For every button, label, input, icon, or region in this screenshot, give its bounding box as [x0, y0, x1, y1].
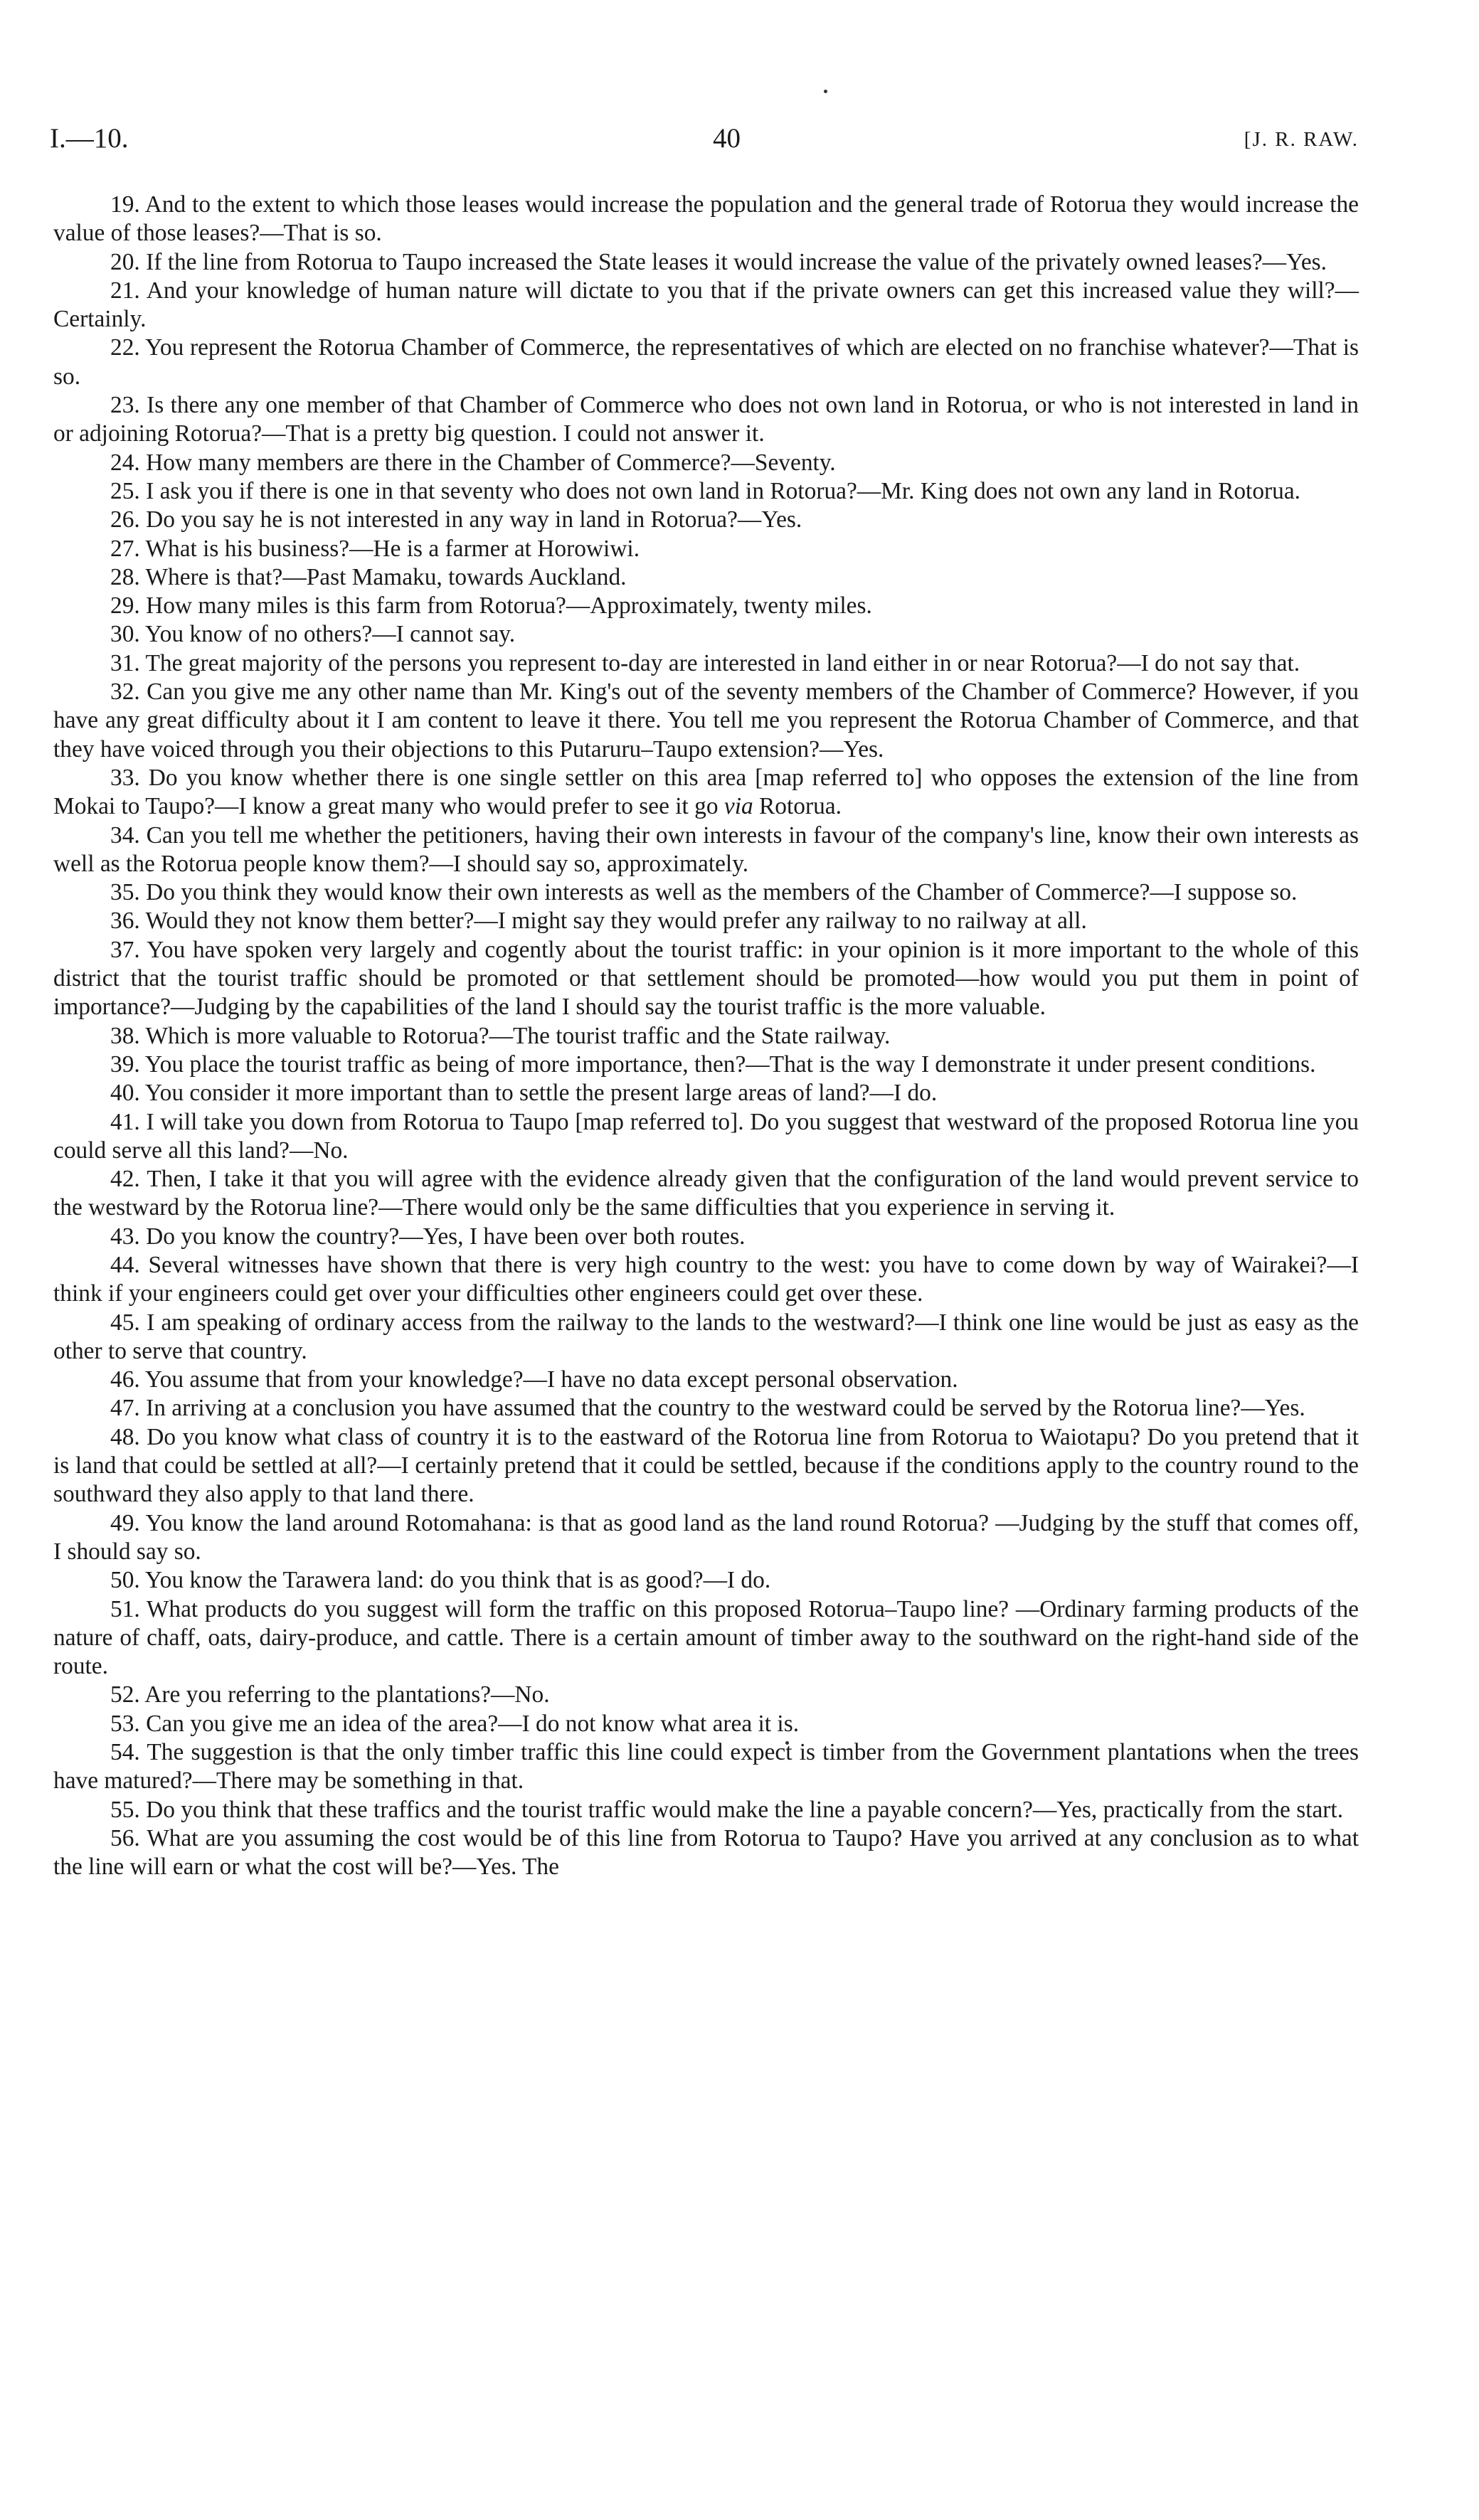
question-paragraph [53, 391, 1359, 449]
question-text: You consider it more important than to settle the present large areas of land?—I do. [144, 1080, 938, 1107]
question-text: You know the Tarawera land: do you think that is as good?—I do. [144, 1567, 771, 1594]
question-number: 19. [110, 191, 140, 218]
question-paragraph [53, 1796, 1359, 1824]
question-text: Where is that?—Past Mamaku, towards Auckland. [145, 563, 627, 590]
question-number: 26. [110, 506, 140, 533]
question-number: 44. [110, 1251, 140, 1278]
question-paragraph [53, 1022, 1359, 1051]
question-number: 48. [110, 1423, 140, 1450]
question-number: 42. [110, 1166, 140, 1193]
question-number: 29. [110, 592, 140, 620]
question-paragraph [53, 678, 1359, 764]
question-text: What are you assuming the cost would be of this line from Rotorua to Taupo? Have you arrived at any conclusion as to what the line will earn or what the cost will be?—Yes. The [53, 1824, 1359, 1881]
question-paragraph [53, 1366, 1359, 1394]
question-paragraph [53, 822, 1359, 879]
question-number: 41. [110, 1108, 140, 1135]
question-text: You have spoken very largely and cogently about the tourist traffic: in your opinion is it more important to the whole of this district that the tourist traffic should be promoted or that settlement should be promoted—how would you put them in point of importance?—Judging by the capabilities of the land I should say the tourist traffic is the more valuable. [53, 936, 1359, 1021]
question-text: In arriving at a conclusion you have assumed that the country to the westward could be served by the Rotorua line?—Yes. [146, 1395, 1305, 1422]
question-paragraph [53, 1595, 1359, 1681]
question-number: 49. [110, 1509, 140, 1536]
question-paragraph [53, 191, 1359, 248]
question-number: 54. [110, 1739, 140, 1766]
question-number: 52. [110, 1681, 140, 1708]
question-paragraph [53, 477, 1359, 506]
question-paragraph [53, 878, 1359, 907]
question-text: And your knowledge of human nature will dictate to you that if the private owners can get this increased value they will?—Certainly. [53, 277, 1359, 333]
scan-speck [824, 90, 827, 93]
question-paragraph [53, 1165, 1359, 1223]
question-text: Are you referring to the plantations?—No. [144, 1681, 550, 1708]
question-paragraph [53, 1079, 1359, 1107]
question-paragraph [53, 535, 1359, 563]
question-text: Can you tell me whether the petitioners, having their own interests in favour of the company's line, know their own interests as well as the Rotorua people know them?—I should say so, approximately. [53, 822, 1359, 877]
question-paragraph [53, 1051, 1359, 1079]
question-number: 45. [110, 1309, 140, 1336]
question-text: Then, I take it that you will agree with the evidence already given that the configuration of the land would prevent service to the westward by the Rotorua line?—There would only be the same difficulties that you experience in serving it. [53, 1166, 1359, 1221]
question-paragraph [53, 936, 1359, 1022]
question-number: 46. [110, 1366, 140, 1393]
question-number: 50. [110, 1567, 140, 1594]
question-number: 21. [110, 277, 140, 304]
question-number: 56. [110, 1824, 140, 1851]
question-number: 51. [110, 1595, 140, 1622]
question-paragraph [53, 592, 1359, 620]
question-text: Do you think they would know their own interests as well as the members of the Chamber of Commerce?—I suppose so. [146, 879, 1298, 906]
page-number: 40 [713, 123, 741, 154]
question-paragraph [53, 1738, 1359, 1796]
question-paragraph [53, 563, 1359, 592]
question-text: I ask you if there is one in that seventy who does not own land in Rotorua?—Mr. King does not own any land in Rotorua. [146, 477, 1301, 504]
question-text: Would they not know them better?—I might say they would prefer any railway to no railway at all. [145, 908, 1087, 935]
witness-name: [J. R. RAW. [1244, 128, 1359, 151]
question-text: Is there any one member of that Chamber of Commerce who does not own land in Rotorua, or who is not interested in land in or adjoining Rotorua?—That is a pretty big question. I could not answer it. [53, 392, 1359, 447]
question-number: 35. [110, 879, 140, 906]
question-paragraph [53, 1566, 1359, 1595]
question-paragraph [53, 907, 1359, 935]
question-number: 53. [110, 1710, 140, 1737]
question-number: 25. [110, 477, 140, 504]
question-paragraph [53, 649, 1359, 678]
question-paragraph [53, 248, 1359, 277]
question-number: 37. [110, 936, 140, 963]
question-paragraph [53, 1423, 1359, 1509]
question-number: 34. [110, 822, 140, 849]
question-text: The great majority of the persons you represent to-day are interested in land either in or near Rotorua?—I do not say that. [145, 649, 1300, 676]
question-text: You assume that from your knowledge?—I have no data except personal observation. [144, 1366, 958, 1393]
question-paragraph [53, 1108, 1359, 1166]
question-paragraph [53, 449, 1359, 477]
question-text: I am speaking of ordinary access from the railway to the lands to the westward?—I think one line would be just as easy as the other to serve that country. [53, 1309, 1359, 1364]
question-paragraph [53, 506, 1359, 534]
question-text: You know of no others?—I cannot say. [144, 621, 516, 648]
question-number: 22. [110, 334, 140, 361]
italic-term: via [723, 793, 753, 820]
question-paragraph [53, 277, 1359, 334]
question-number: 28. [110, 563, 140, 590]
question-paragraph [53, 764, 1359, 822]
question-number: 23. [110, 392, 140, 419]
question-paragraph [53, 1251, 1359, 1309]
question-text: What is his business?—He is a farmer at Horowiwi. [145, 535, 640, 562]
question-text: Do you say he is not interested in any way in land in Rotorua?—Yes. [146, 506, 802, 533]
question-text: Do you think that these traffics and the tourist traffic would make the line a payable concern?—Yes, practically from the start. [146, 1796, 1344, 1823]
question-number: 31. [110, 649, 140, 676]
question-text: Which is more valuable to Rotorua?—The tourist traffic and the State railway. [145, 1022, 891, 1049]
question-text: Do you know what class of country it is to the eastward of the Rotorua line from Rotorua to Waiotapu? Do you pretend that it is land that could be settled at all?—I certainly pretend that it could be settled, because if the conditions apply to the country round to the southward they also apply to that land there. [53, 1423, 1359, 1508]
question-number: 40. [110, 1080, 140, 1107]
question-text-continued: Rotorua. [753, 793, 842, 820]
question-paragraph [53, 620, 1359, 649]
question-paragraph [53, 1509, 1359, 1567]
question-number: 43. [110, 1223, 140, 1250]
question-text: How many members are there in the Chamber of Commerce?—Seventy. [146, 449, 836, 476]
question-number: 38. [110, 1022, 140, 1049]
question-text: You know the land around Rotomahana: is that as good land as the land round Rotorua? —Judging by the stuff that comes off, I should say so. [53, 1509, 1359, 1565]
testimony-body [53, 191, 1359, 1882]
question-paragraph [53, 334, 1359, 391]
question-text: Do you know the country?—Yes, I have been over both routes. [146, 1223, 746, 1250]
question-text: Can you give me an idea of the area?—I do not know what area it is. [146, 1710, 800, 1737]
question-text: Can you give me any other name than Mr. King's out of the seventy members of the Chamber of Commerce? However, if you have any great difficulty about it I am content to leave it there. You tell me you represent the Rotorua Chamber of Commerce, and that they have voiced through you their objections to this Putaruru–Taupo extension?—Yes. [53, 679, 1359, 762]
question-number: 20. [110, 248, 140, 275]
question-number: 24. [110, 449, 140, 476]
question-paragraph [53, 1223, 1359, 1251]
question-number: 30. [110, 621, 140, 648]
question-text: The suggestion is that the only timber traffic this line could expect is timber from the Government plantations when the trees have matured?—There may be something in that. [53, 1739, 1359, 1795]
question-text: How many miles is this farm from Rotorua?—Approximately, twenty miles. [146, 592, 872, 620]
question-paragraph [53, 1394, 1359, 1423]
question-number: 33. [110, 764, 140, 791]
question-text: Several witnesses have shown that there is very high country to the west: you have to come down by way of Wairakei?—I think if your engineers could get over your difficulties other engineers could get over these. [53, 1251, 1359, 1307]
question-text: If the line from Rotorua to Taupo increased the State leases it would increase the value of the privately owned leases?—Yes. [146, 248, 1327, 275]
question-paragraph [53, 1681, 1359, 1709]
question-number: 39. [110, 1051, 140, 1078]
parliamentary-paper-number: I.—10. [50, 123, 129, 154]
question-text: What products do you suggest will form the traffic on this proposed Rotorua–Taupo line? —Ordinary farming products of the nature of chaff, oats, dairy-produce, and cattle. There is a certain amount of timber away to the southward on the right-hand side of the route. [53, 1595, 1359, 1680]
question-number: 27. [110, 535, 140, 562]
question-text: You represent the Rotorua Chamber of Commerce, the representatives of which are elected on no franchise whatever?—That is so. [53, 334, 1359, 390]
question-paragraph [53, 1824, 1359, 1882]
question-text: And to the extent to which those leases would increase the population and the general trade of Rotorua they would increase the value of those leases?—That is so. [53, 191, 1359, 247]
question-text: Do you know whether there is one single settler on this area [map referred to] who opposes the extension of the line from Mokai to Taupo?—I know a great many who would prefer to see it go [53, 764, 1359, 820]
question-number: 32. [110, 679, 140, 706]
question-text: I will take you down from Rotorua to Taupo [map referred to]. Do you suggest that westward of the proposed Rotorua line you could serve all this land?—No. [53, 1108, 1359, 1164]
page-header [50, 122, 1359, 165]
question-paragraph [53, 1710, 1359, 1738]
question-paragraph [53, 1309, 1359, 1366]
question-number: 36. [110, 908, 140, 935]
question-number: 55. [110, 1796, 140, 1823]
question-text: You place the tourist traffic as being of more importance, then?—That is the way I demonstrate it under present conditions. [144, 1051, 1316, 1078]
question-number: 47. [110, 1395, 140, 1422]
